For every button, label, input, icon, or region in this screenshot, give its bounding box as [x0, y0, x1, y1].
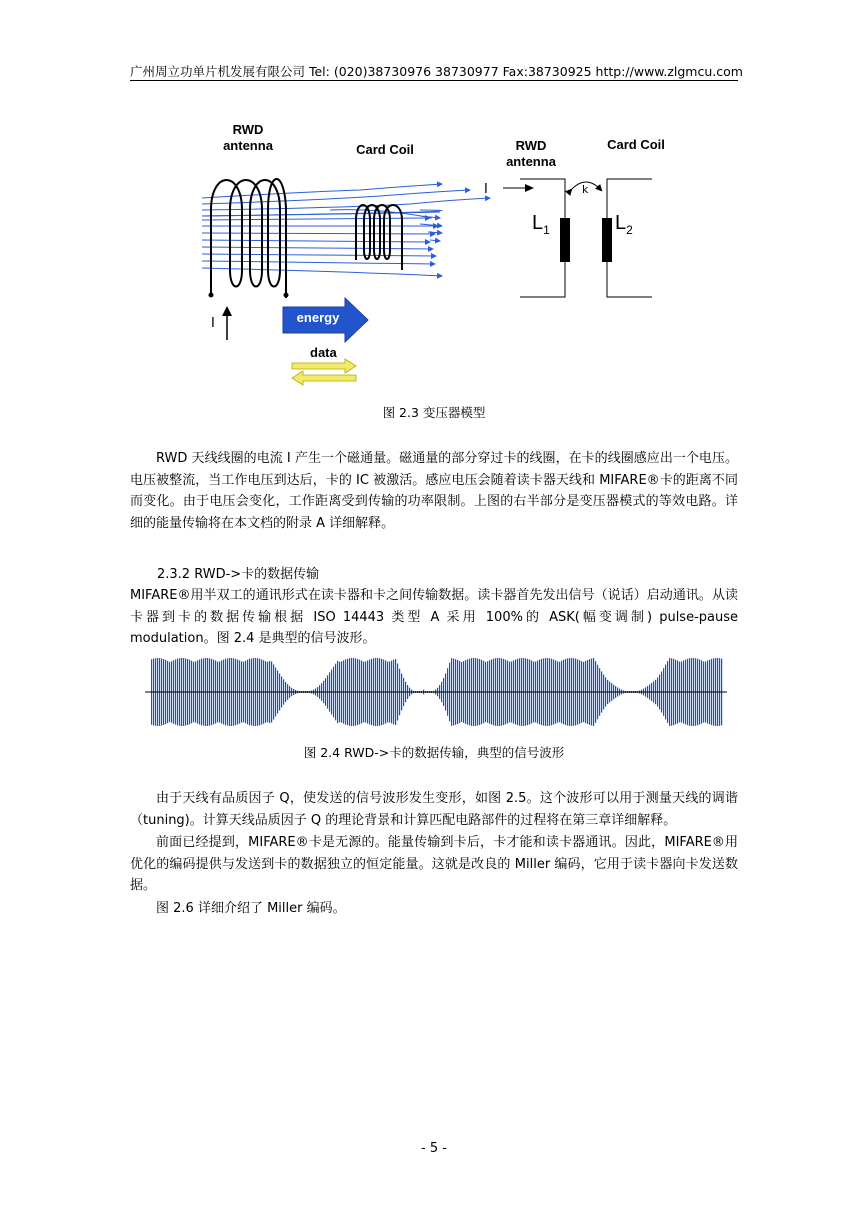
card-coil [356, 205, 402, 270]
l2-letter: L [615, 212, 627, 234]
l1-letter: L [532, 212, 544, 234]
data-arrow-left [292, 371, 356, 385]
coupling-k-label: k [582, 183, 589, 196]
paragraph-1: RWD 天线线圈的电流 I 产生一个磁通量。磁通量的部分穿过卡的线圈，在卡的线圈感应出一个电压。电压被整流，当工作电压到达后，卡的 IC 被激活。感应电压会随着读卡器天线和 MIFARE®卡的距离不同而变化。由于电压会变化，工作距离受到传输的功率限制。上图的右半部分是变压器模式的等效电路。详细的能量传输将在本文档的附录 A 详细解释。 [130, 451, 738, 531]
transformer-model-figure [180, 170, 680, 395]
right-rwd-antenna-label-line2: antenna [506, 154, 556, 169]
rwd-antenna-label-line1: RWD [232, 122, 264, 137]
inductor-l2 [602, 218, 612, 262]
paragraph-4: 前面已经提到，MIFARE®卡是无源的。能量传输到卡后，卡才能和读卡器通讯。因此，MIFARE®用优化的编码提供与发送到卡的数据独立的恒定能量。这就是改良的 Miller 编码，它用于读卡器向卡发送数据。 [130, 835, 738, 893]
rwd-antenna-label [212, 122, 284, 154]
right-rwd-antenna-label [495, 138, 567, 170]
header-rule [130, 80, 738, 81]
figure-2-4-caption: 图 2.4 RWD->卡的数据传输，典型的信号波形 [303, 745, 565, 760]
magnetic-field-lines [202, 184, 490, 276]
l1-label [532, 212, 550, 237]
signal-waveform-figure [145, 654, 727, 730]
figure-2-3-caption: 图 2.3 变压器模型 [382, 405, 486, 420]
l1-subscript: 1 [543, 223, 550, 237]
paragraph-2: MIFARE®用半双工的通讯形式在读卡器和卡之间传输数据。读卡器首先发出信号（说话）启动通讯。从读卡器到卡的数据传输根据 ISO 14443 类型 A 采用 100%的 ASK(幅变调制) pulse-pause modulation。图 2.4 是典型的信号波形。 [130, 588, 738, 646]
right-card-coil-label: Card Coil [607, 137, 665, 152]
equivalent-circuit [503, 179, 652, 297]
page-header: 广州周立功单片机发展有限公司 Tel: (020)38730976 38730977 Fax:38730925 http://www.zlgmcu.com [130, 64, 743, 79]
data-label: data [310, 345, 337, 360]
energy-label: energy [296, 310, 340, 325]
paragraph-5: 图 2.6 详细介绍了 Miller 编码。 [156, 901, 346, 916]
rwd-antenna-label-line2: antenna [223, 138, 273, 153]
data-arrow-right [292, 359, 356, 373]
card-coil-label: Card Coil [356, 142, 414, 157]
current-label-left: I [211, 316, 215, 331]
paragraph-3: 由于天线有品质因子 Q，使发送的信号波形发生变形，如图 2.5。这个波形可以用于测量天线的调谐（tuning)。计算天线品质因子 Q 的理论背景和计算匹配电路部件的过程将在第三章详细解释。 [130, 791, 738, 828]
l2-subscript: 2 [626, 223, 633, 237]
page-number: - 5 - [421, 1141, 447, 1156]
inductor-l1 [560, 218, 570, 262]
section-title: 2.3.2 RWD->卡的数据传输 [157, 567, 320, 582]
current-label-right: I [484, 182, 488, 197]
l2-label [615, 212, 633, 237]
right-rwd-antenna-label-line1: RWD [515, 138, 547, 153]
